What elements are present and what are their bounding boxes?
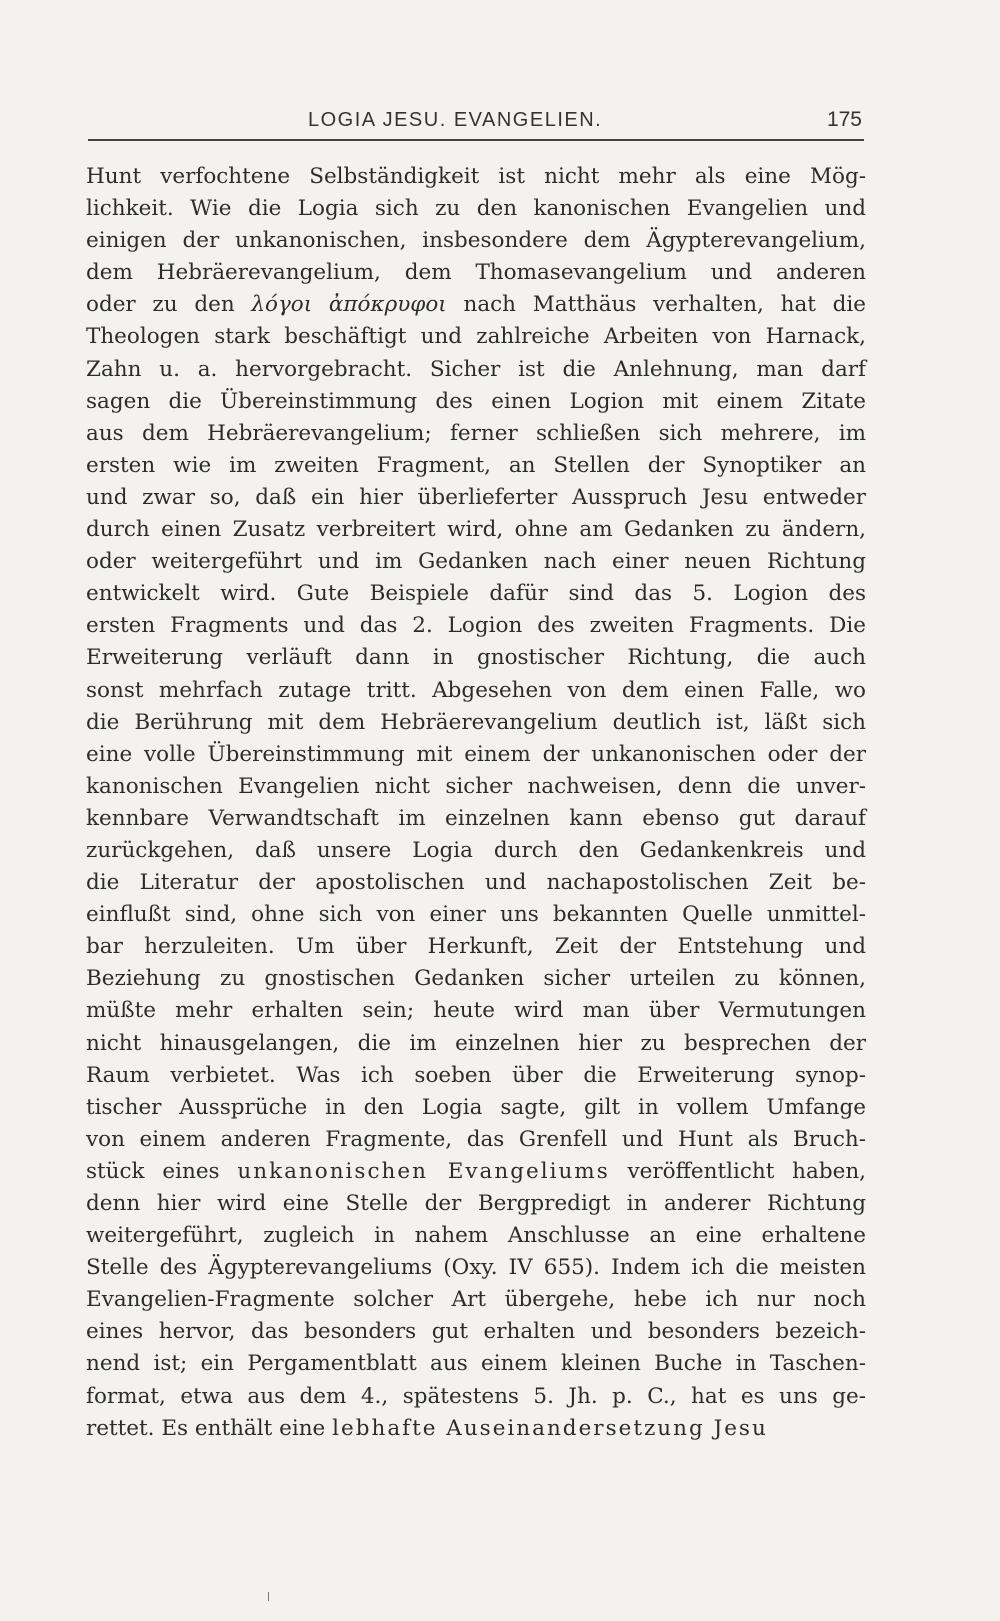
page-number: 175 [826, 108, 862, 131]
text-line: durch einen Zusatz verbreitert wird, ohne am Gedanken zu ändern, [86, 517, 866, 543]
text-line: sagen die Übereinstimmung des einen Logion mit einem Zitate [86, 388, 866, 414]
text-line: aus dem Hebräerevangelium; ferner schließen sich mehrere, im [86, 420, 866, 446]
text-line: zurückgehen, daß unsere Logia durch den Gedankenkreis und [86, 837, 866, 863]
text-line: format, etwa aus dem 4., spätestens 5. Jh. p. C., hat es uns ge- [86, 1383, 866, 1409]
stray-ink-mark [268, 1592, 269, 1601]
text-line: nend ist; ein Pergamentblatt aus einem kleinen Buche in Taschen- [86, 1351, 866, 1377]
text-line: bar herzuleiten. Um über Herkunft, Zeit der Entstehung und [86, 934, 866, 960]
text-line [86, 1413, 866, 1445]
text-line: denn hier wird eine Stelle der Bergpredigt in anderer Richtung [86, 1191, 866, 1216]
text-segment: stück eines [86, 1158, 238, 1184]
text-segment: rettet. Es enthält eine [86, 1415, 333, 1441]
spaced-phrase: lebhafte Auseinandersetzung Jesu [332, 1415, 768, 1441]
text-line: oder weitergeführt und im Gedanken nach einer neuen Richtung [86, 549, 866, 575]
text-line: Theologen stark beschäftigt und zahlreiche Arbeiten von Harnack, [86, 324, 866, 350]
text-line: Hunt verfochtene Selbständigkeit ist nicht mehr als eine Mög- [86, 164, 866, 189]
text-line: kanonischen Evangelien nicht sicher nachweisen, denn die unver- [86, 773, 866, 799]
spaced-phrase: unkanonischen Evangeliums [237, 1158, 610, 1184]
text-line: von einem anderen Fragmente, das Grenfell und Hunt als Bruch- [86, 1126, 866, 1152]
text-line: Raum verbietet. Was ich soeben über die Erweiterung synop- [86, 1062, 866, 1088]
text-line: ersten wie im zweiten Fragment, an Stellen der Synoptiker an [86, 452, 866, 478]
text-line: Erweiterung verläuft dann in gnostischer Richtung, die auch [86, 645, 866, 671]
text-line: eine volle Übereinstimmung mit einem der unkanonischen oder der [86, 741, 866, 767]
text-segment: oder zu den [86, 292, 252, 318]
text-line: Evangelien-Fragmente solcher Art übergehe, hebe ich nur noch [86, 1287, 866, 1313]
text-line: eines hervor, das besonders gut erhalten und besonders bezeich- [86, 1319, 866, 1345]
text-line: ersten Fragments und das 2. Logion des zweiten Fragments. Die [86, 613, 866, 639]
text-line: dem Hebräerevangelium, dem Thomasevangelium und anderen [86, 260, 866, 286]
text-line: entwickelt wird. Gute Beispiele dafür sind das 5. Logion des [86, 581, 866, 607]
text-line: die Berührung mit dem Hebräerevangelium deutlich ist, läßt sich [86, 709, 866, 735]
text-line: Stelle des Ägypterevangeliums (Oxy. IV 655). Indem ich die meisten [86, 1255, 866, 1281]
text-line [86, 289, 866, 321]
page-header [88, 104, 862, 136]
text-line: tischer Aussprüche in den Logia sagte, gilt in vollem Umfange [86, 1094, 866, 1120]
text-line: nicht hinausgelangen, die im einzelnen hier zu besprechen der [86, 1030, 866, 1056]
text-line: weitergeführt, zugleich in nahem Anschlusse an eine erhaltene [86, 1223, 866, 1249]
text-line: die Literatur der apostolischen und nachapostolischen Zeit be- [86, 870, 866, 896]
text-line: Beziehung zu gnostischen Gedanken sicher urteilen zu können, [86, 966, 866, 992]
text-segment: veröffentlicht haben, [609, 1158, 866, 1184]
text-line: müßte mehr erhalten sein; heute wird man über Vermutungen [86, 998, 866, 1024]
greek-phrase: λόγοι ἀπόκρυφοι [251, 292, 447, 318]
text-line: lichkeit. Wie die Logia sich zu den kanonischen Evangelien und [86, 196, 866, 222]
header-rule [88, 139, 864, 141]
text-line: kennbare Verwandtschaft im einzelnen kann ebenso gut darauf [86, 805, 866, 831]
text-line: und zwar so, daß ein hier überlieferter Ausspruch Jesu entweder [86, 484, 866, 510]
text-segment: nach Matthäus verhalten, hat die [446, 292, 866, 318]
text-line: einflußt sind, ohne sich von einer uns bekannten Quelle unmittel- [86, 902, 866, 928]
text-line: einigen der unkanonischen, insbesondere dem Ägypterevangelium, [86, 228, 866, 254]
text-line: Zahn u. a. hervorgebracht. Sicher ist die Anlehnung, man darf [86, 356, 866, 382]
running-title: LOGIA JESU. EVANGELIEN. [308, 109, 603, 131]
text-line: sonst mehrfach zutage tritt. Abgesehen von dem einen Falle, wo [86, 677, 866, 703]
text-line [86, 1156, 866, 1188]
body-text [86, 161, 866, 1445]
